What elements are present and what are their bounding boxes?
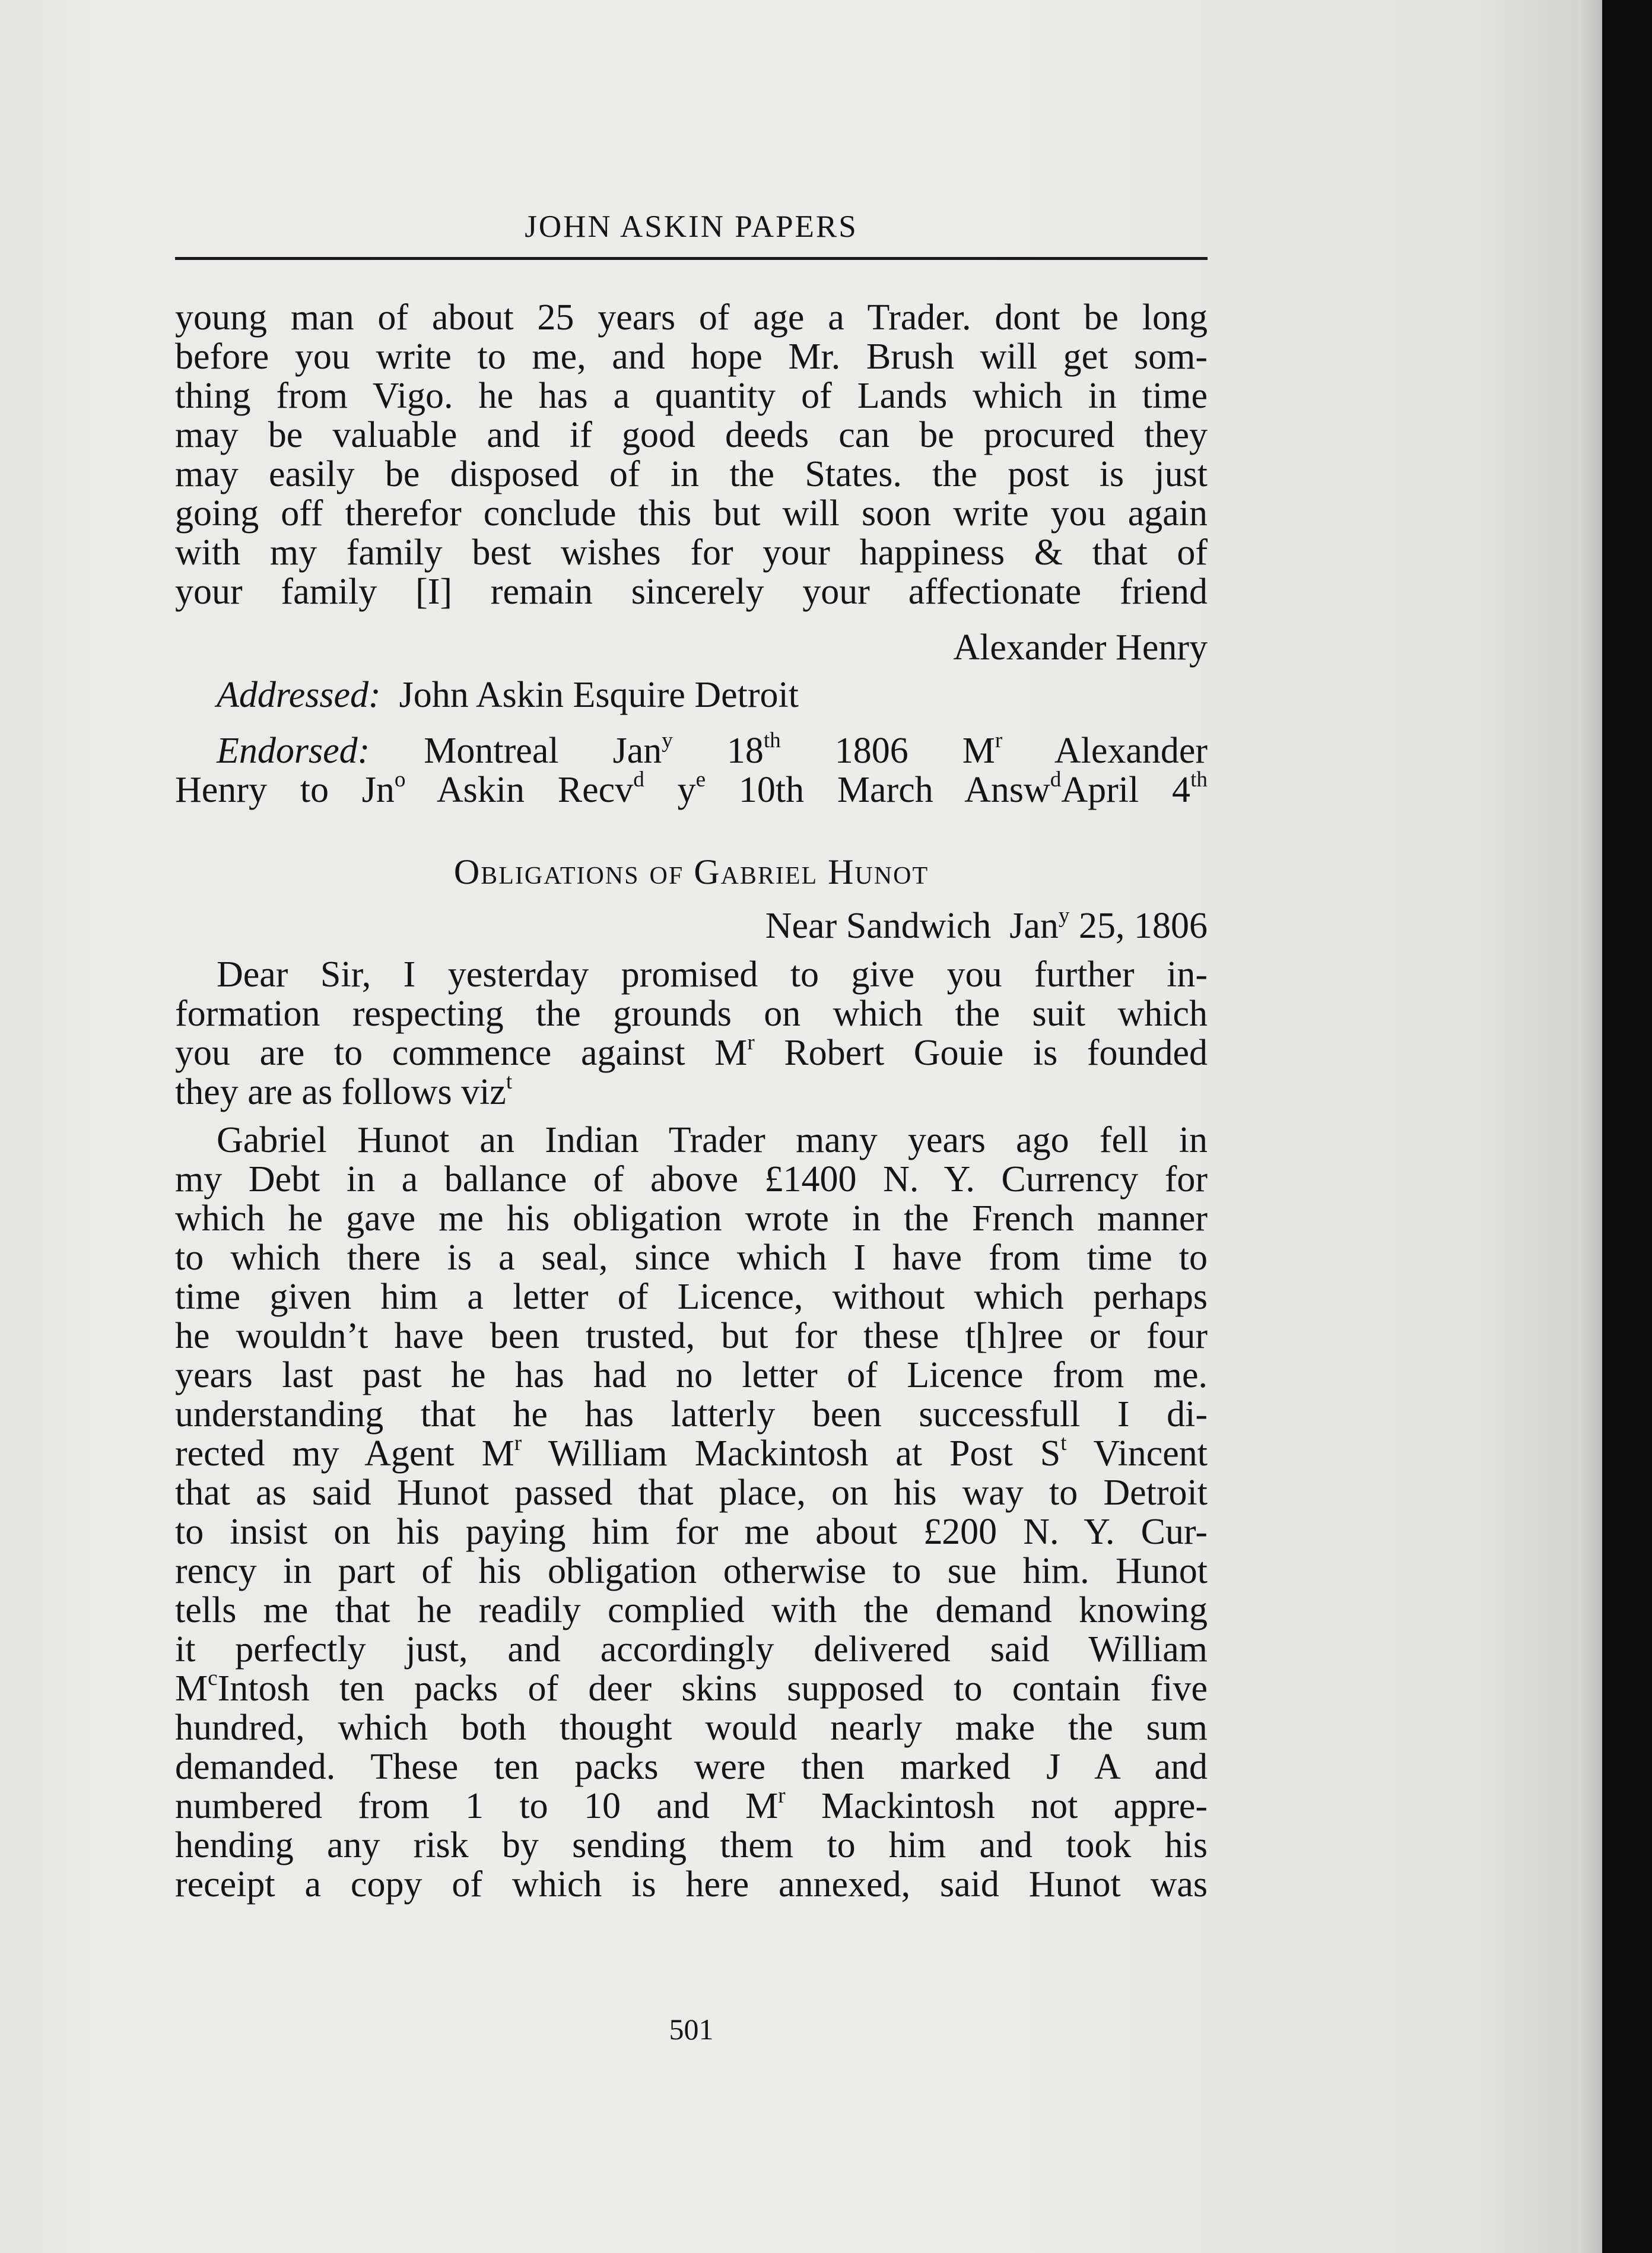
dateline-date: 25, 1806 bbox=[1079, 906, 1208, 946]
letter-signature bbox=[175, 628, 1208, 667]
addressed-label: Addressed: bbox=[217, 675, 381, 715]
text-line: thing from Vigo. he has a quantity of Lands which in time bbox=[175, 376, 1208, 416]
paragraph-salutation bbox=[175, 955, 1208, 1112]
text-line: Dear Sir, I yesterday promised to give you further in- bbox=[217, 954, 1208, 995]
endorsed-answered: Answ$^d$ bbox=[964, 767, 1062, 810]
text-line: to insist on his paying him for me about £200 N. Y. Cur- bbox=[175, 1512, 1208, 1552]
page-number: 501 bbox=[669, 2013, 714, 2046]
paragraph-body bbox=[175, 1121, 1208, 1904]
text-line: years last past he has had no letter of Licence from me. bbox=[175, 1355, 1208, 1395]
text-line: may easily be disposed of in the States. the post is just bbox=[175, 454, 1208, 494]
endorsed-place: Montreal bbox=[424, 731, 559, 771]
endorsed-month: Jan$^y$ bbox=[612, 728, 673, 771]
text-line: to which there is a seal, since which I have from time to bbox=[175, 1237, 1208, 1278]
endorsed-received: Recv$^d$ bbox=[557, 767, 644, 810]
text-line: they are as follows viz$^t$ bbox=[175, 1069, 513, 1112]
endorsed-ye: $y^e$ bbox=[677, 767, 706, 810]
text-line: demanded. These ten packs were then marked J A and bbox=[175, 1747, 1208, 1787]
text-line: $M^cIntosh$ ten packs of deer skins supposed to contain five bbox=[175, 1665, 1208, 1709]
addressed-note bbox=[175, 675, 1208, 715]
endorsed-line-1 bbox=[175, 728, 1208, 771]
endorsed-recipient: Henry to Jn$^o$ bbox=[175, 767, 406, 810]
addressed-text: John Askin Esquire Detroit bbox=[399, 675, 799, 715]
dateline-text bbox=[175, 903, 1208, 946]
text-line: understanding that he has latterly been successfull I di- bbox=[175, 1394, 1208, 1435]
text-line: he wouldn’t have been trusted, but for these t[h]ree or four bbox=[175, 1316, 1208, 1356]
endorsed-label: Endorsed: bbox=[217, 731, 370, 771]
endorsed-day: 18th bbox=[726, 728, 781, 771]
text-line: your family [I] remain sincerely your affectionate friend bbox=[175, 572, 1208, 612]
text-line: before you write to me, and hope Mr. Brush will get som- bbox=[175, 337, 1208, 377]
text-line: numbered from 1 to 10 and $M^r$ Mackintosh not appre- bbox=[175, 1783, 1208, 1826]
text-line: receipt a copy of which is here annexed, said Hunot was bbox=[175, 1864, 1208, 1905]
text-line: you are to commence against $M^r$ Robert Gouie is founded bbox=[175, 1030, 1208, 1073]
text-line: Gabriel Hunot an Indian Trader many years ago fell in bbox=[217, 1120, 1208, 1160]
dateline-place: Near Sandwich bbox=[765, 906, 992, 946]
text-line: it perfectly just, and accordingly delivered said William bbox=[175, 1629, 1208, 1670]
signature-name: Alexander Henry bbox=[953, 627, 1208, 668]
endorsed-april: April 4th bbox=[1061, 767, 1208, 810]
endorsed-note bbox=[175, 728, 1208, 810]
text-line: may be valuable and if good deeds can be procured they bbox=[175, 415, 1208, 455]
endorsed-name: Alexander bbox=[1054, 731, 1208, 771]
text-line: my Debt in a ballance of above £1400 N. Y. Currency for bbox=[175, 1159, 1208, 1200]
text-line: young man of about 25 years of age a Trader. dont be long bbox=[175, 297, 1208, 338]
endorsed-year: 1806 bbox=[834, 731, 908, 771]
text-line: hending any risk by sending them to him and took his bbox=[175, 1825, 1208, 1865]
endorsed-line-2 bbox=[175, 767, 1208, 810]
header-rule bbox=[175, 257, 1208, 260]
text-line: which he gave me his obligation wrote in the French manner bbox=[175, 1198, 1208, 1239]
running-head: JOHN ASKIN PAPERS bbox=[525, 210, 858, 244]
text-line: time given him a letter of Licence, without which perhaps bbox=[175, 1277, 1208, 1317]
text-line: hundred, which both thought would nearly make the sum bbox=[175, 1708, 1208, 1748]
dateline bbox=[175, 903, 1208, 946]
addressed-line bbox=[175, 675, 1208, 715]
text-line: tells me that he readily complied with the demand knowing bbox=[175, 1590, 1208, 1630]
text-line: formation respecting the grounds on which the suit which bbox=[175, 994, 1208, 1034]
section-title: Obligations of Gabriel Hunot bbox=[453, 852, 929, 891]
text-line: with my family best wishes for your happiness & that of bbox=[175, 532, 1208, 573]
endorsed-march: 10th March bbox=[738, 770, 933, 810]
endorsed-askin: Askin bbox=[436, 770, 525, 810]
text-line: rency in part of his obligation otherwise to sue him. Hunot bbox=[175, 1551, 1208, 1591]
endorsed-title: $M^r$ bbox=[962, 728, 1003, 771]
text-line: rected my Agent $M^r$ William Mackintosh at Post $S^t$ Vincent bbox=[175, 1430, 1208, 1474]
text-line: going off therefor conclude this but will soon write you again bbox=[175, 493, 1208, 534]
text-line: that as said Hunot passed that place, on his way to Detroit bbox=[175, 1473, 1208, 1513]
letter-body bbox=[175, 298, 1208, 611]
dateline-month: Jan$^y$ bbox=[1009, 903, 1070, 946]
page-edge-shadow bbox=[1578, 0, 1602, 2253]
